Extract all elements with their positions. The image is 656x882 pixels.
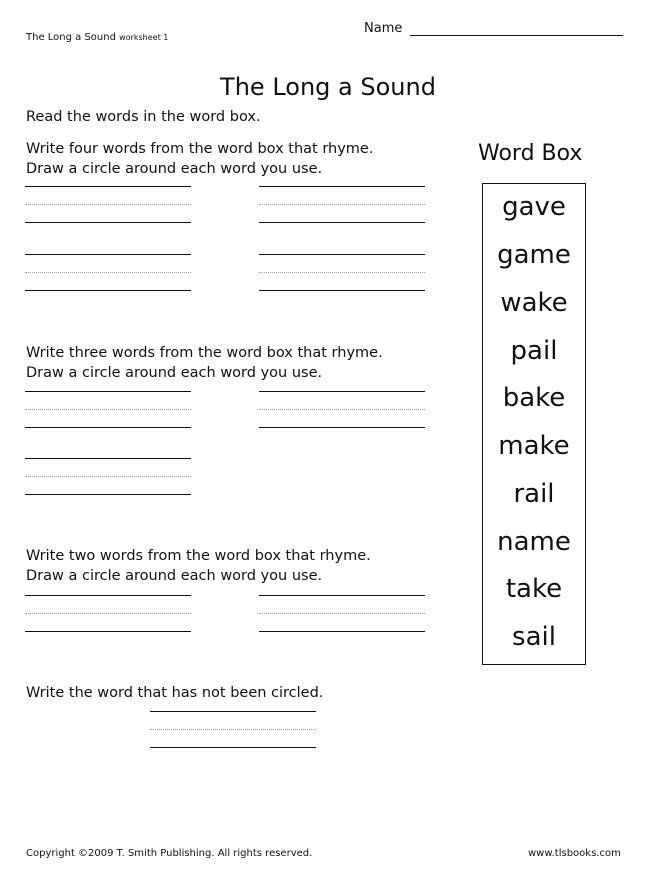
writing-line [259,254,425,291]
writing-line [150,711,316,748]
copyright-text: Copyright ©2009 T. Smith Publishing. All rights reserved. [26,848,313,859]
instruction-section3-line2: Draw a circle around each word you use. [26,568,323,584]
word-box-word: name [497,527,571,557]
writing-line [259,186,425,223]
worksheet-header-title [26,32,168,43]
instruction-section3-line1: Write two words from the word box that rhyme. [26,548,371,564]
writing-line [259,595,425,632]
name-line [410,35,623,36]
writing-line [25,458,191,495]
word-box-word: wake [500,288,568,318]
word-box-word: rail [513,479,555,509]
instruction-section2-line2: Draw a circle around each word you use. [26,365,323,381]
page-title: The Long a Sound [220,73,436,101]
header-title-main: The Long a Sound [26,32,116,43]
instruction-section1-line2: Draw a circle around each word you use. [26,161,323,177]
word-box-word: game [497,240,571,270]
word-box-word: pail [510,336,558,366]
word-box-title: Word Box [478,141,583,166]
website-link[interactable]: www.tlsbooks.com [528,848,621,859]
word-box-word: gave [502,192,566,222]
instruction-read: Read the words in the word box. [26,109,261,125]
instruction-section4: Write the word that has not been circled. [26,685,324,701]
header-title-suffix: worksheet 1 [119,33,169,42]
word-box-word: bake [502,383,566,413]
writing-line [259,391,425,428]
writing-line [25,186,191,223]
name-label: Name [364,21,403,36]
writing-line [25,254,191,291]
word-box-word: sail [512,622,556,652]
instruction-section1-line1: Write four words from the word box that rhyme. [26,141,374,157]
writing-line [25,391,191,428]
word-box [482,183,586,665]
instruction-section2-line1: Write three words from the word box that rhyme. [26,345,383,361]
writing-line [25,595,191,632]
word-box-word: make [498,431,570,461]
word-box-word: take [505,574,563,604]
